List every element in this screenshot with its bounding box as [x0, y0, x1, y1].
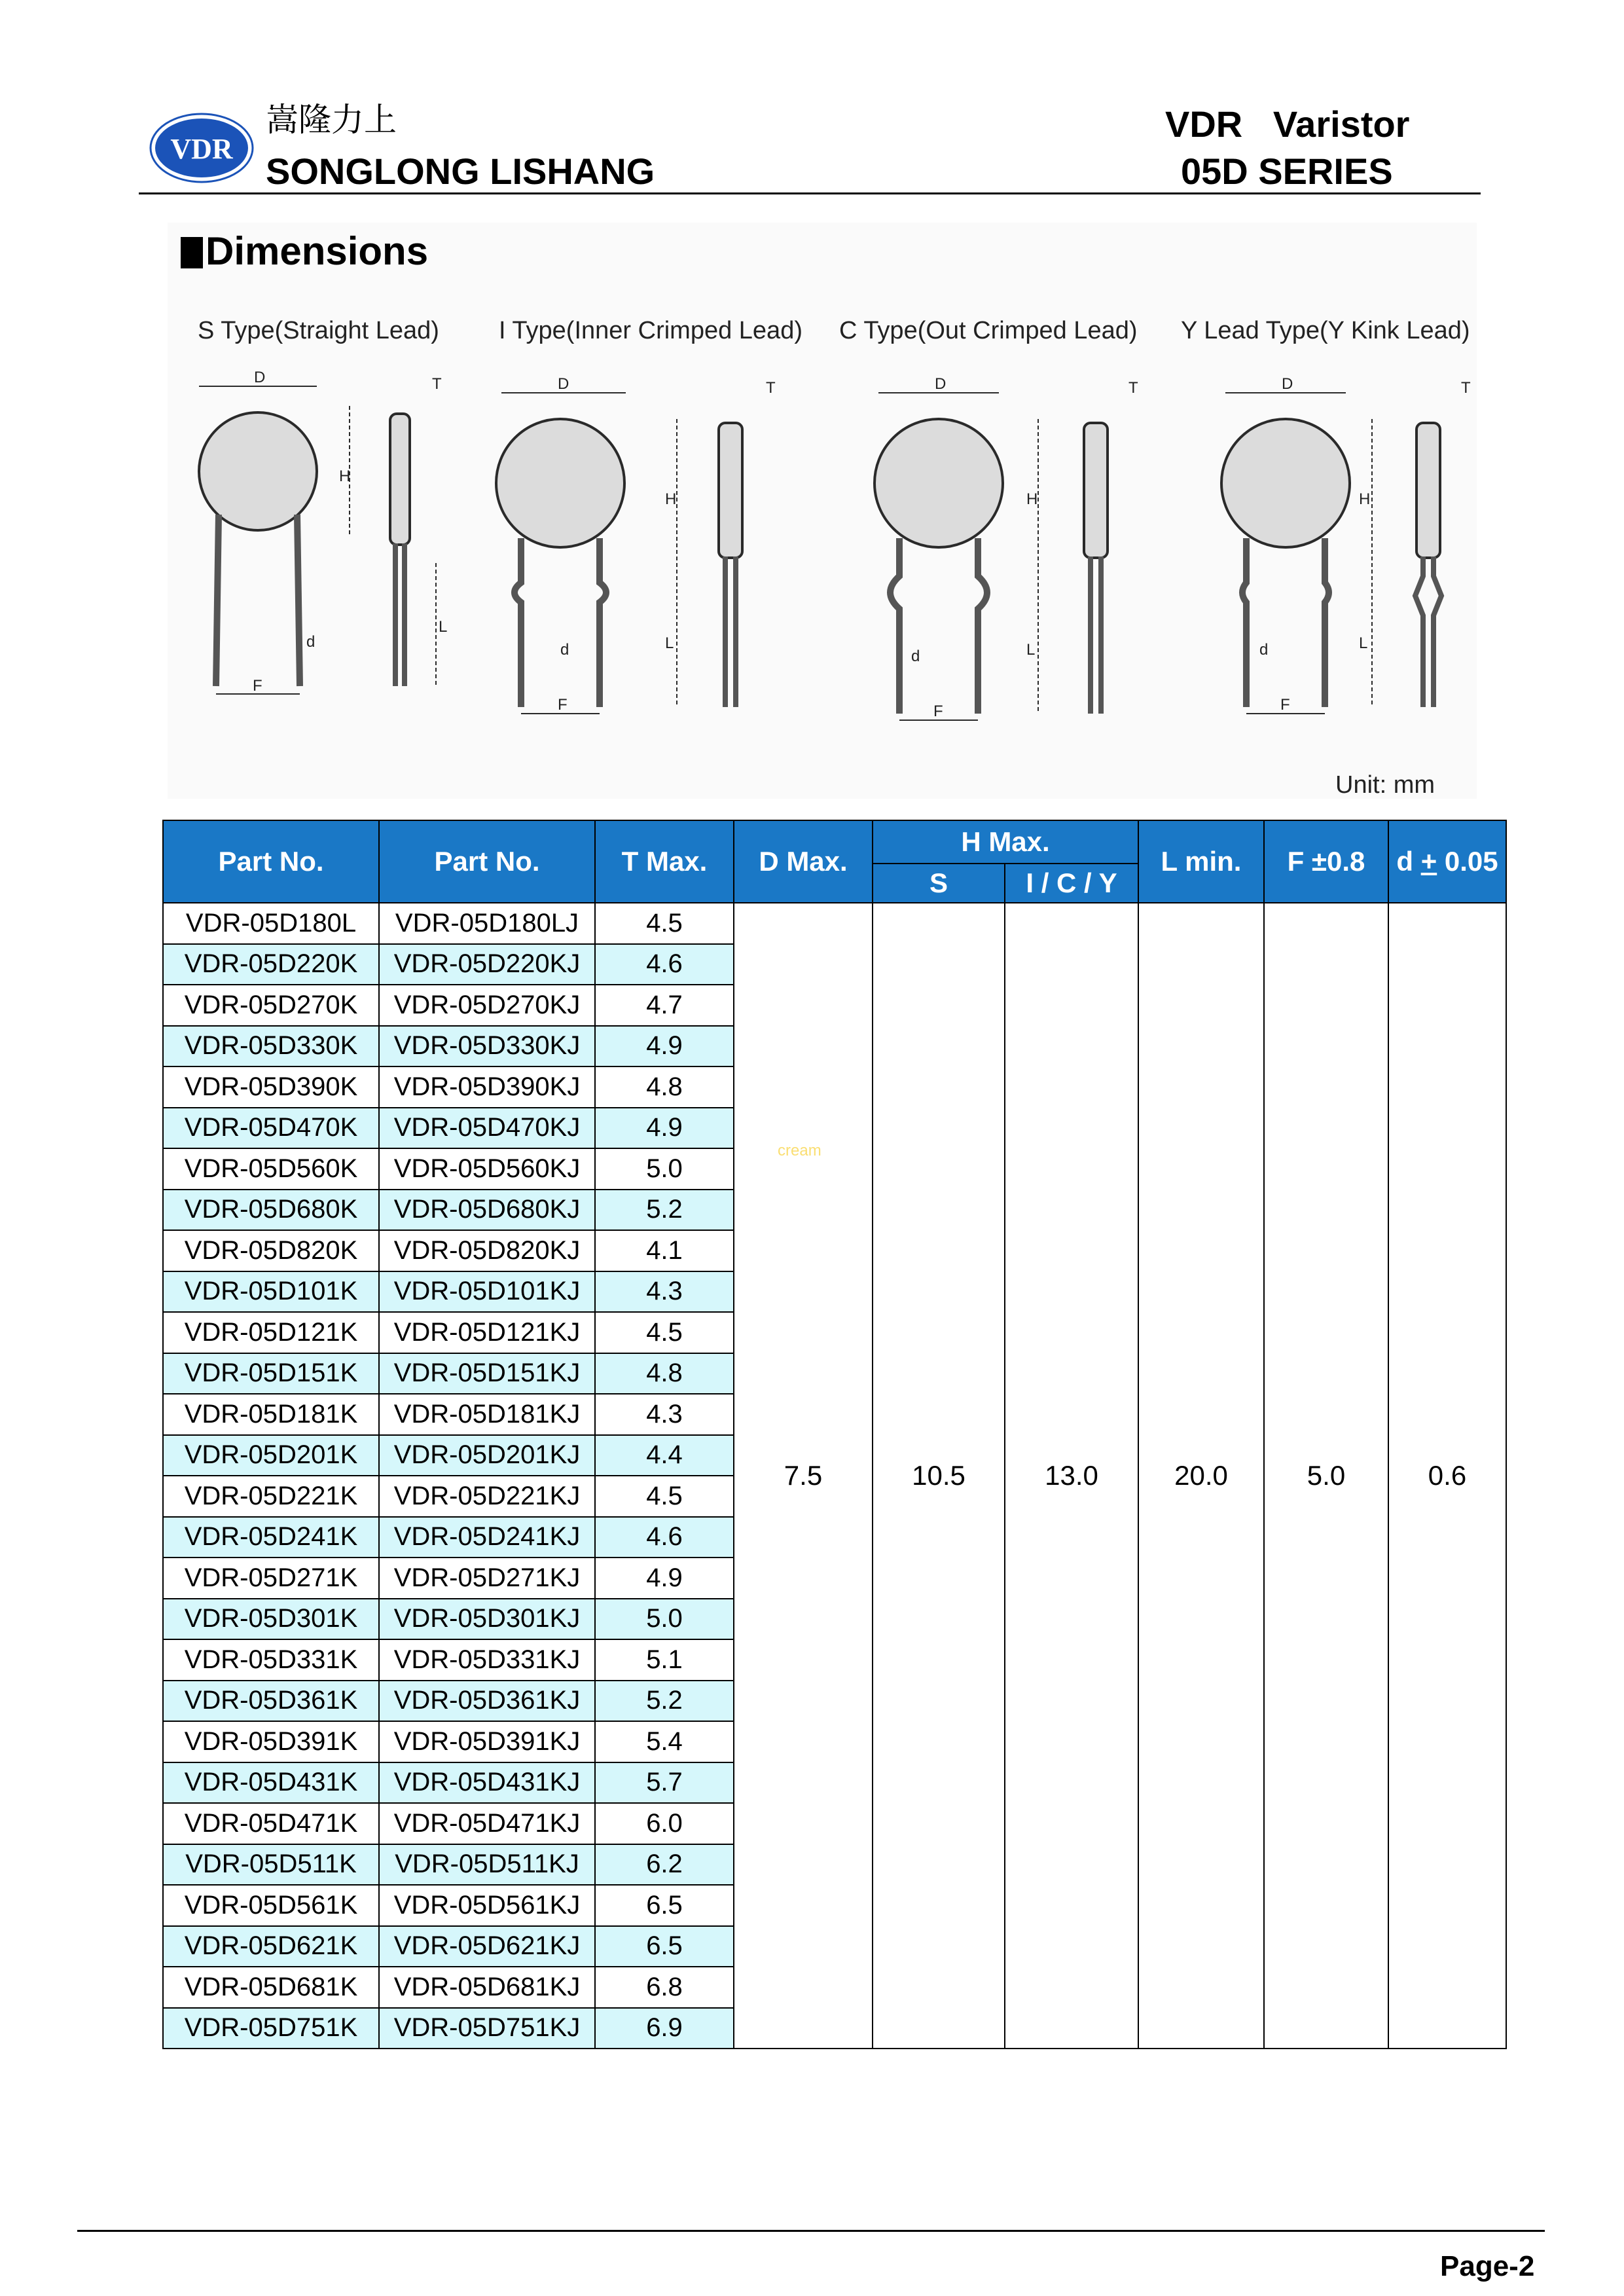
part-no-cell: VDR-05D220K: [163, 944, 379, 985]
part-no-cell: VDR-05D201K: [163, 1435, 379, 1476]
c-type-diagram: [875, 375, 1138, 720]
t-max-cell: 4.9: [595, 1558, 734, 1599]
part-no-cell: VDR-05D121K: [163, 1312, 379, 1353]
part-no-cell: VDR-05D221K: [163, 1476, 379, 1517]
header-h-s: S: [873, 864, 1005, 903]
part-no-cell: VDR-05D181K: [163, 1394, 379, 1435]
part-no-cell: VDR-05D271K: [163, 1558, 379, 1599]
part-no-j-cell: VDR-05D361KJ: [379, 1681, 595, 1722]
t-max-cell: 5.0: [595, 1148, 734, 1190]
part-no-j-cell: VDR-05D681KJ: [379, 1967, 595, 2008]
page-number: Page-2: [1440, 2250, 1535, 2282]
part-no-cell: VDR-05D751K: [163, 2008, 379, 2049]
t-max-cell: 6.2: [595, 1844, 734, 1886]
dim-d-label-c: D: [935, 375, 947, 393]
t-max-cell: 4.6: [595, 944, 734, 985]
part-no-j-cell: VDR-05D270KJ: [379, 985, 595, 1026]
t-max-cell: 4.9: [595, 1026, 734, 1067]
t-max-cell: 4.5: [595, 903, 734, 944]
t-max-cell: 5.2: [595, 1190, 734, 1231]
part-no-j-cell: VDR-05D511KJ: [379, 1844, 595, 1886]
header-d-max: D Max.: [734, 820, 873, 903]
part-no-j-cell: VDR-05D330KJ: [379, 1026, 595, 1067]
part-no-j-cell: VDR-05D220KJ: [379, 944, 595, 985]
part-no-j-cell: VDR-05D561KJ: [379, 1885, 595, 1926]
dim-lead-d-label: d: [306, 633, 316, 651]
y-type-diagram: [1221, 375, 1471, 714]
common-d-lead-cell: 0.6: [1388, 903, 1506, 2049]
part-no-cell: VDR-05D101K: [163, 1271, 379, 1313]
part-no-j-cell: VDR-05D101KJ: [379, 1271, 595, 1313]
dim-h-label-c: H: [1026, 490, 1038, 508]
part-no-cell: VDR-05D431K: [163, 1762, 379, 1804]
caption-s-type: S Type(Straight Lead): [198, 317, 439, 344]
t-max-cell: 4.8: [595, 1066, 734, 1108]
part-no-cell: VDR-05D180L: [163, 903, 379, 944]
t-max-cell: 4.6: [595, 1517, 734, 1558]
part-no-j-cell: VDR-05D680KJ: [379, 1190, 595, 1231]
caption-i-type: I Type(Inner Crimped Lead): [499, 317, 803, 344]
t-max-cell: 4.1: [595, 1230, 734, 1271]
dim-f-label: F: [253, 677, 262, 695]
dim-lead-d-label-y: d: [1259, 641, 1269, 659]
part-no-j-cell: VDR-05D121KJ: [379, 1312, 595, 1353]
t-max-cell: 4.4: [595, 1435, 734, 1476]
part-no-cell: VDR-05D330K: [163, 1026, 379, 1067]
part-no-j-cell: VDR-05D271KJ: [379, 1558, 595, 1599]
t-max-cell: 6.5: [595, 1885, 734, 1926]
header-l-min: L min.: [1138, 820, 1264, 903]
part-no-j-cell: VDR-05D390KJ: [379, 1066, 595, 1108]
company-name-chinese: 嵩隆力上: [266, 101, 397, 139]
part-no-j-cell: VDR-05D560KJ: [379, 1148, 595, 1190]
header-d-lead: d + 0.05: [1388, 820, 1506, 903]
header-f: F ±0.8: [1264, 820, 1388, 903]
dim-l-label-y: L: [1359, 634, 1368, 652]
t-max-cell: 5.1: [595, 1639, 734, 1681]
dim-d-label: D: [254, 369, 266, 386]
dim-t-label-y: T: [1461, 379, 1471, 397]
part-no-j-cell: VDR-05D301KJ: [379, 1599, 595, 1640]
vdr-logo: [149, 113, 254, 183]
part-no-cell: VDR-05D471K: [163, 1803, 379, 1844]
watermark: cream: [778, 1142, 821, 1159]
t-max-cell: 5.0: [595, 1599, 734, 1640]
part-no-j-cell: VDR-05D221KJ: [379, 1476, 595, 1517]
common-f-cell: 5.0: [1264, 903, 1388, 2049]
part-no-cell: VDR-05D560K: [163, 1148, 379, 1190]
dim-l-label-c: L: [1026, 641, 1036, 659]
part-no-cell: VDR-05D331K: [163, 1639, 379, 1681]
t-max-cell: 4.5: [595, 1476, 734, 1517]
t-max-cell: 5.4: [595, 1721, 734, 1762]
t-max-cell: 6.8: [595, 1967, 734, 2008]
part-no-cell: VDR-05D621K: [163, 1926, 379, 1967]
part-no-cell: VDR-05D151K: [163, 1353, 379, 1394]
t-max-cell: 5.7: [595, 1762, 734, 1804]
part-no-cell: VDR-05D470K: [163, 1108, 379, 1149]
dim-l-label: L: [439, 618, 448, 636]
dim-h-label-y: H: [1359, 490, 1371, 508]
i-type-diagram: [496, 375, 776, 714]
part-no-j-cell: VDR-05D751KJ: [379, 2008, 595, 2049]
spec-table: [162, 820, 1507, 2049]
t-max-cell: 4.3: [595, 1271, 734, 1313]
table-row: [163, 903, 1506, 944]
series-name: 05D SERIES: [1181, 151, 1393, 192]
product-name: VDR Varistor: [1165, 103, 1410, 145]
dim-lead-d-label-c: d: [911, 647, 920, 665]
part-no-j-cell: VDR-05D201KJ: [379, 1435, 595, 1476]
header-h-max: H Max.: [873, 820, 1138, 864]
t-max-cell: 4.3: [595, 1394, 734, 1435]
title-square-icon: [181, 237, 203, 268]
dim-l-label-i: L: [665, 634, 674, 652]
part-no-j-cell: VDR-05D151KJ: [379, 1353, 595, 1394]
t-max-cell: 6.0: [595, 1803, 734, 1844]
part-no-cell: VDR-05D561K: [163, 1885, 379, 1926]
logo-text: VDR: [170, 133, 233, 165]
part-no-cell: VDR-05D820K: [163, 1230, 379, 1271]
part-no-cell: VDR-05D680K: [163, 1190, 379, 1231]
company-name: SONGLONG LISHANG: [266, 151, 655, 192]
part-no-j-cell: VDR-05D820KJ: [379, 1230, 595, 1271]
dim-h-label-i: H: [665, 490, 677, 508]
part-no-j-cell: VDR-05D241KJ: [379, 1517, 595, 1558]
dim-f-label-y: F: [1280, 696, 1290, 714]
t-max-cell: 4.8: [595, 1353, 734, 1394]
common-d-max-cell: 7.5: [734, 903, 873, 2049]
header-h-icy: I / C / Y: [1005, 864, 1138, 903]
unit-label: Unit: mm: [1335, 771, 1435, 799]
common-h-icy-cell: 13.0: [1005, 903, 1138, 2049]
header-part-no-2: Part No.: [379, 820, 595, 903]
dim-t-label: T: [432, 375, 442, 393]
dim-f-label-c: F: [933, 702, 943, 720]
part-no-cell: VDR-05D361K: [163, 1681, 379, 1722]
header-t-max: T Max.: [595, 820, 734, 903]
part-no-cell: VDR-05D241K: [163, 1517, 379, 1558]
s-type-diagram: [199, 369, 447, 695]
part-no-cell: VDR-05D301K: [163, 1599, 379, 1640]
part-no-j-cell: VDR-05D471KJ: [379, 1803, 595, 1844]
part-no-j-cell: VDR-05D470KJ: [379, 1108, 595, 1149]
caption-y-type: Y Lead Type(Y Kink Lead): [1181, 317, 1470, 344]
footer-rule: [77, 2230, 1545, 2232]
dim-t-label-i: T: [766, 379, 776, 397]
part-no-cell: VDR-05D391K: [163, 1721, 379, 1762]
dim-d-label-y: D: [1282, 375, 1293, 393]
part-no-j-cell: VDR-05D180LJ: [379, 903, 595, 944]
part-no-j-cell: VDR-05D391KJ: [379, 1721, 595, 1762]
lead-type-diagrams: [168, 367, 1477, 733]
t-max-cell: 4.5: [595, 1312, 734, 1353]
part-no-cell: VDR-05D681K: [163, 1967, 379, 2008]
dimensions-title: Dimensions: [181, 232, 428, 271]
t-max-cell: 6.9: [595, 2008, 734, 2049]
dim-h-label: H: [339, 467, 351, 485]
dim-d-label-i: D: [558, 375, 569, 393]
part-no-cell: VDR-05D270K: [163, 985, 379, 1026]
part-no-j-cell: VDR-05D621KJ: [379, 1926, 595, 1967]
common-h-s-cell: 10.5: [873, 903, 1005, 2049]
part-no-j-cell: VDR-05D431KJ: [379, 1762, 595, 1804]
table-body: [163, 903, 1506, 2049]
part-no-j-cell: VDR-05D181KJ: [379, 1394, 595, 1435]
t-max-cell: 5.2: [595, 1681, 734, 1722]
header-part-no-1: Part No.: [163, 820, 379, 903]
t-max-cell: 6.5: [595, 1926, 734, 1967]
dim-lead-d-label-i: d: [560, 641, 569, 659]
dim-f-label-i: F: [558, 696, 568, 714]
part-no-cell: VDR-05D390K: [163, 1066, 379, 1108]
dim-t-label-c: T: [1128, 379, 1138, 397]
caption-c-type: C Type(Out Crimped Lead): [839, 317, 1138, 344]
t-max-cell: 4.7: [595, 985, 734, 1026]
t-max-cell: 4.9: [595, 1108, 734, 1149]
part-no-cell: VDR-05D511K: [163, 1844, 379, 1886]
header-rule: [139, 192, 1481, 194]
part-no-j-cell: VDR-05D331KJ: [379, 1639, 595, 1681]
common-l-min-cell: 20.0: [1138, 903, 1264, 2049]
